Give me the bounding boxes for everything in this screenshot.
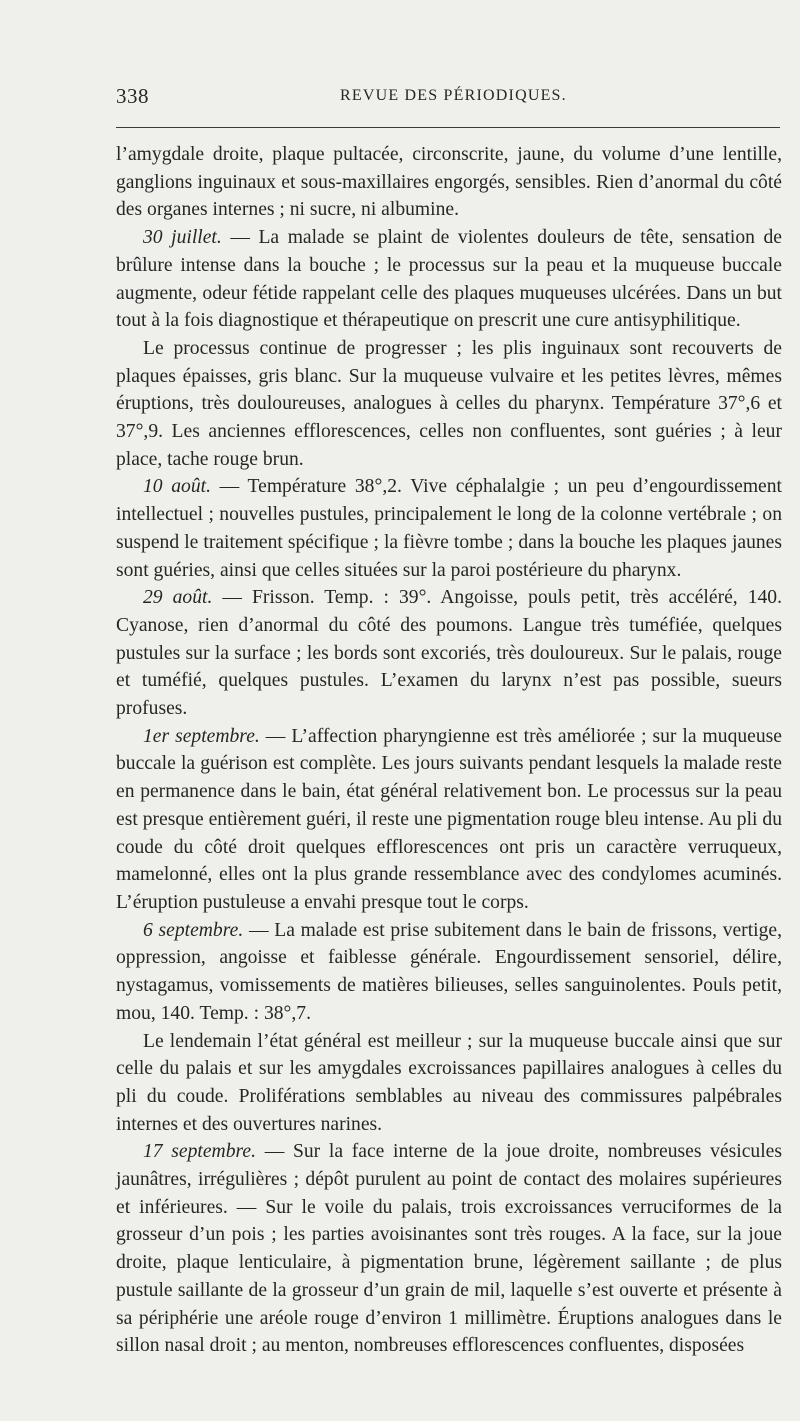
paragraph bbox=[116, 473, 782, 584]
header-rule bbox=[116, 127, 780, 128]
paragraph-text: — Frisson. Temp. : 39°. Angoisse, pouls petit, très accéléré, 140. Cyanose, rien d’anormal du côté des poumons. Langue très tuméfiée, quelques pustules sur la surface ; les bords sont excoriés, très douloureux. Sur le palais, rouge et tuméfié, quelques pustules. L’examen du larynx n’est pas possible, sueurs profuses. bbox=[116, 587, 782, 720]
paragraph-text: — Température 38°,2. Vive céphalalgie ; un peu d’engourdissement intellectuel ; nouvelles pustules, principalement le long de la colonne vertébrale ; on suspend le traitement spécifique ; la fièvre tombe ; dans la bouche les plaques jaunes sont guéries, ainsi que celles situées sur la paroi postérieure du pharynx. bbox=[116, 476, 782, 581]
paragraph bbox=[116, 917, 782, 1028]
paragraph bbox=[116, 224, 782, 335]
paragraph-text: — La malade se plaint de violentes douleurs de tête, sensation de brûlure intense dans la bouche ; le processus sur la peau et la muqueuse buccale augmente, odeur fétide rappelant celle des plaques muqueuses ulcérées. Dans un but tout à la fois diagnostique et thérapeutique on prescrit une cure antisyphilitique. bbox=[116, 227, 782, 332]
paragraph-date: 30 juillet. bbox=[143, 227, 222, 249]
paragraph-text: — La malade est prise subitement dans le bain de frissons, vertige, oppression, angoisse et faiblesse générale. Engourdissement sensoriel, délire, nystagamus, vomissements de matières bilieuses, selles sanguinolentes. Pouls petit, mou, 140. Temp. : 38°,7. bbox=[116, 919, 782, 1024]
page-header bbox=[116, 84, 780, 112]
paragraph bbox=[116, 1138, 782, 1360]
paragraph-date: 6 septembre. bbox=[143, 919, 244, 941]
paragraph bbox=[116, 1028, 782, 1139]
paragraph bbox=[116, 723, 782, 917]
paragraph-text: Le lendemain l’état général est meilleur ; sur la muqueuse buccale ainsi que sur celle du palais et sur les amygdales excroissances papillaires analogues à celles du pli du coude. Proliférations semblables au niveau des commissures palpébrales internes et des ouvertures narines. bbox=[116, 1030, 782, 1135]
page-number: 338 bbox=[116, 84, 149, 108]
paragraph-date: 17 septembre. bbox=[143, 1141, 256, 1163]
paragraph-date: 10 août. bbox=[143, 476, 211, 498]
paragraph-text: — Sur la face interne de la joue droite, nombreuses vésicules jaunâtres, irrégulières ; dépôt purulent au point de contact des molaires supérieures et inférieures. — Sur le voile du palais, trois excroissances verruciformes de la grosseur d’un pois ; les parties avoisinantes sont très rouges. A la face, sur la joue droite, plaque lenticulaire, à pigmentation brune, légèrement saillante ; de plus pustule saillante de la grosseur d’un grain de mil, laquelle s’est ouverte et présente à sa périphérie une aréole rouge d’environ 1 millimètre. Éruptions analogues dans le sillon nasal droit ; au menton, nombreuses efflorescences confluentes, disposées bbox=[116, 1141, 782, 1357]
paragraph bbox=[116, 141, 782, 224]
paragraph bbox=[116, 584, 782, 723]
body-text bbox=[116, 141, 782, 1360]
paragraph bbox=[116, 335, 782, 474]
running-head: REVUE DES PÉRIODIQUES. bbox=[340, 87, 567, 104]
paragraph-date: 29 août. bbox=[143, 587, 213, 609]
paragraph-text: Le processus continue de progresser ; les plis inguinaux sont recouverts de plaques épaisses, gris blanc. Sur la muqueuse vulvaire et les petites lèvres, mêmes éruptions, très douloureuses, analogues à celles du pharynx. Température 37°,6 et 37°,9. Les anciennes efflorescences, celles non confluentes, sont guéries ; à leur place, tache rouge brun. bbox=[116, 337, 782, 470]
paragraph-text: l’amygdale droite, plaque pultacée, circonscrite, jaune, du volume d’une lentille, ganglions inguinaux et sous-maxillaires engorgés, sensibles. Rien d’anormal du côté des organes internes ; ni sucre, ni albumine. bbox=[116, 144, 782, 221]
paragraph-date: 1er septembre. bbox=[143, 725, 260, 747]
paragraph-text: — L’affection pharyngienne est très améliorée ; sur la muqueuse buccale la guérison est complète. Les jours suivants pendant lesquels la malade reste en permanence dans le bain, état général relativement bon. Le processus sur la peau est presque entièrement guéri, il reste une pigmentation rouge bleu intense. Au pli du coude du côté droit quelques efflorescences ont pris un caractère verruqueux, mamelonné, elles ont la plus grande ressemblance avec des condylomes acuminés. L’éruption pustuleuse a envahi presque tout le corps. bbox=[116, 725, 782, 913]
